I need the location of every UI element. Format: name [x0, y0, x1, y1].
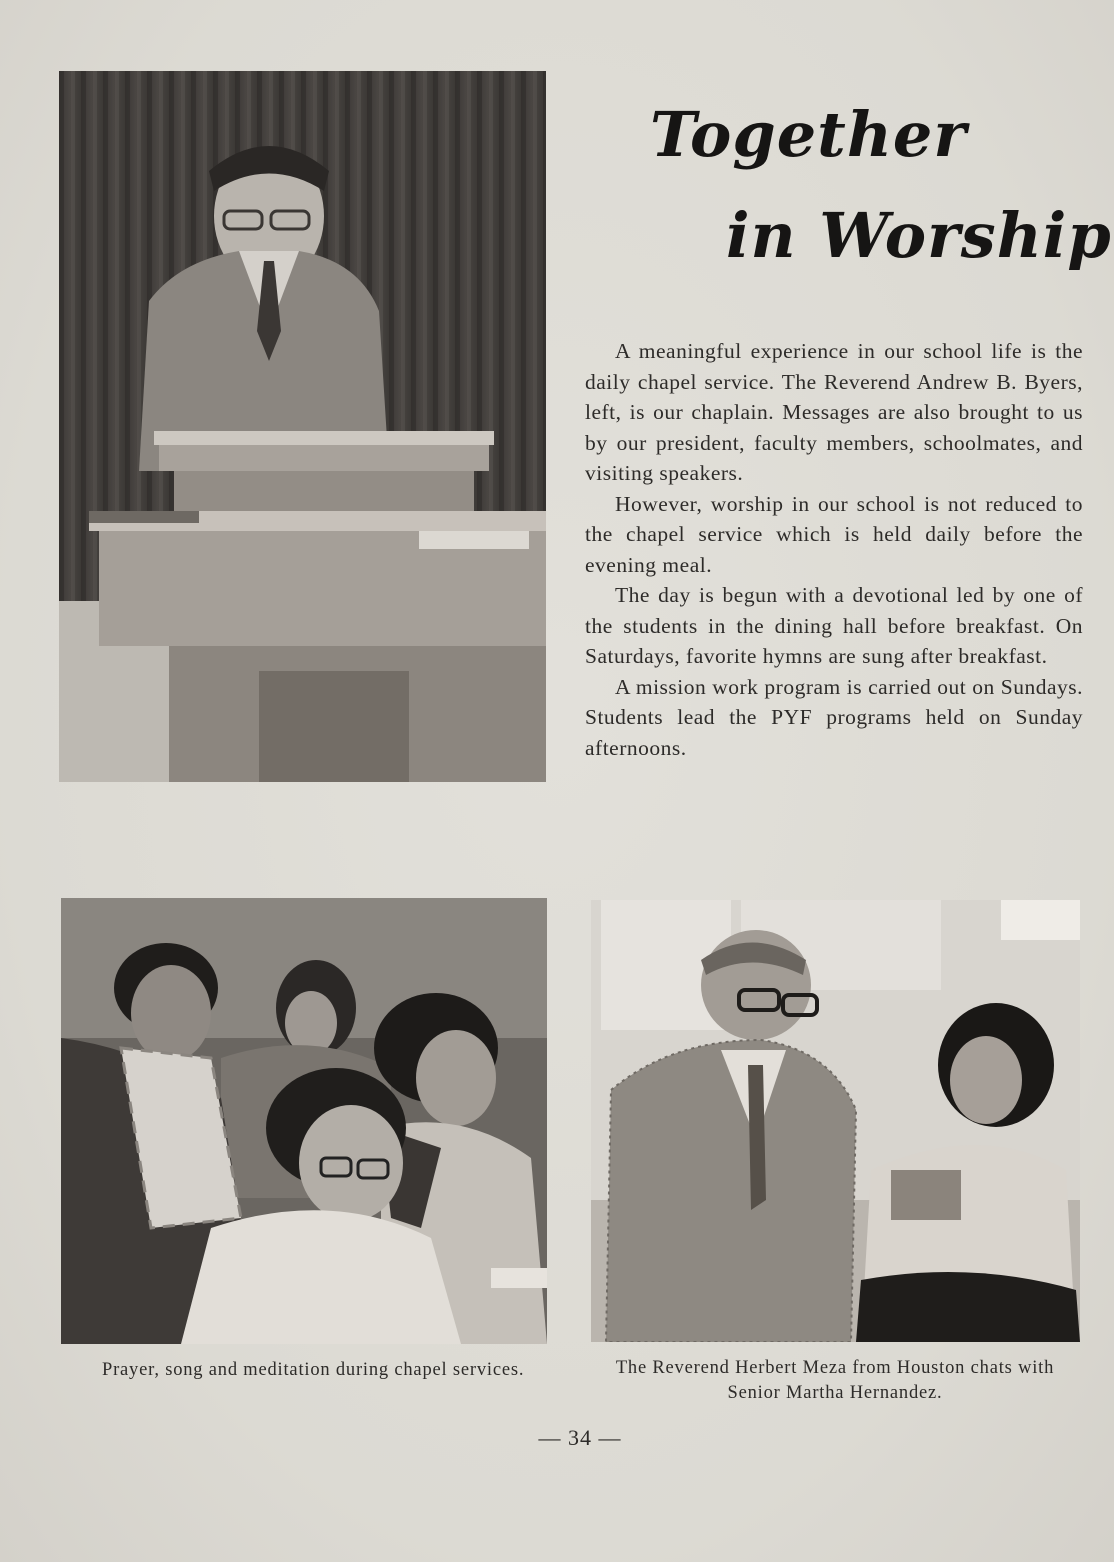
reverend-and-student-photo [591, 900, 1080, 1342]
paragraph-devotional: The day is begun with a devotional led by one of the students in the dining hall before breakfast. On Saturdays, favorite hymns are sung after breakfast. [585, 583, 1083, 668]
page-number: — 34 — [538, 1425, 622, 1450]
heading-line-1: Together [650, 98, 968, 171]
caption-meza: The Reverend Herbert Meza from Houston chats with Senior Martha Hernandez. [615, 1358, 1055, 1403]
paragraph-worship: However, worship in our school is not reduced to the chapel service which is held daily before the evening meal. [585, 491, 1083, 577]
paragraph-mission: A mission work program is carried out on Sundays. Students lead the PYF programs held on Sunday afternoons. [585, 674, 1083, 760]
chapel-students-photo [61, 898, 547, 1344]
body-text [585, 336, 1083, 763]
heading-line-2: in Worship [726, 199, 1112, 272]
chaplain-at-lectern-photo [59, 71, 546, 782]
paragraph-chapel: A meaningful experience in our school life is the daily chapel service. The Reverend Andrew B. Byers, left, is our chaplain. Messages are also brought to us by our president, faculty members, schoolmates, and visiting speakers. [585, 339, 1083, 485]
caption-prayer: Prayer, song and meditation during chapel services. [102, 1360, 525, 1380]
